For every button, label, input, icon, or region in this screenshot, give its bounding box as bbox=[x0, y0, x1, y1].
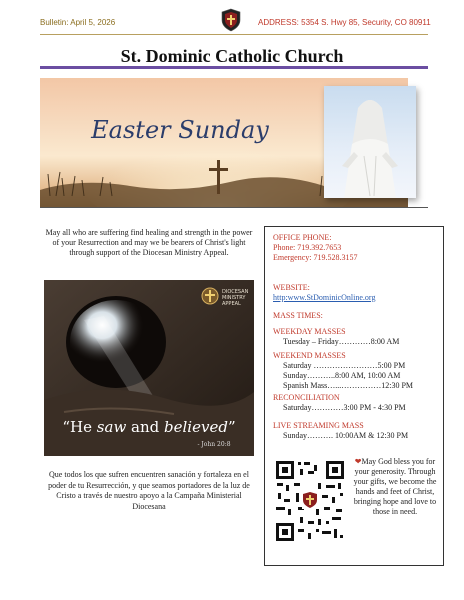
reconciliation-heading: RECONCILIATION bbox=[273, 393, 340, 402]
logo-label-diocesan: DIOCESAN bbox=[222, 289, 249, 295]
header-divider bbox=[40, 34, 428, 35]
sunday-mass-time: Sunday………..8:00 AM, 10:00 AM bbox=[283, 371, 401, 380]
office-phone-heading: OFFICE PHONE: bbox=[273, 233, 332, 242]
parish-shield-logo-icon bbox=[220, 8, 242, 32]
live-streaming-heading: LIVE STREAMING MASS bbox=[273, 421, 364, 430]
saturday-mass-time: Saturday ……………………5:00 PM bbox=[283, 361, 406, 370]
blessing-text: May God bless you for your generosity. Through your gifts, we become the hands and feet of Christ, bringing hope and love to those in need. bbox=[353, 457, 437, 516]
empty-tomb-image bbox=[44, 280, 254, 456]
weekday-mass-time: Tuesday – Friday…………8:00 AM bbox=[283, 337, 400, 346]
spanish-prayer-text: Que todos los que sufren encuentren sanación y fortaleza en el poder de tu Resurrección, y que seamos portadores de la luz de Cristo a través de nuestro apoyo a la Campaña Ministerial Diocesana bbox=[48, 470, 250, 511]
website-heading: WEBSITE: bbox=[273, 283, 310, 292]
title-divider bbox=[40, 66, 428, 69]
spanish-mass-time: Spanish Mass…...……………12:30 PM bbox=[283, 381, 414, 390]
weekend-masses-heading: WEEKEND MASSES bbox=[273, 351, 346, 360]
mass-times-heading: MASS TIMES: bbox=[273, 311, 323, 320]
logo-label-ministry: MINISTRY bbox=[222, 295, 246, 301]
blessing-message bbox=[349, 457, 441, 517]
mary-statue-icon bbox=[324, 86, 416, 198]
image-divider bbox=[40, 207, 428, 208]
scripture-citation: - John 20:8 bbox=[197, 441, 231, 448]
empty-tomb-illustration bbox=[44, 280, 254, 456]
church-address: ADDRESS: 5354 S. Hwy 85, Security, CO 80911 bbox=[258, 18, 431, 27]
logo-label-appeal: APPEAL bbox=[222, 301, 241, 307]
page-title: St. Dominic Catholic Church bbox=[120, 46, 344, 66]
scripture-quote: “He saw and believed” bbox=[62, 418, 236, 436]
easter-sunday-script: Easter Sunday bbox=[91, 116, 269, 144]
intro-prayer-text: May all who are suffering find healing and strength in the power of your Resurrection and may we be bearers of Christ's light through support of the Diocesan Ministry Appeal. bbox=[45, 228, 253, 257]
qr-code-icon[interactable] bbox=[274, 459, 346, 543]
heart-icon: ❤ bbox=[354, 457, 362, 466]
bulletin-date: Bulletin: April 5, 2026 bbox=[40, 18, 116, 27]
website-link[interactable]: http:www.StDominicOnline.org bbox=[273, 293, 376, 302]
weekday-masses-heading: WEEKDAY MASSES bbox=[273, 327, 346, 336]
virgin-mary-statue-image bbox=[324, 86, 416, 198]
phone-number: Phone: 719.392.7653 bbox=[273, 243, 342, 252]
live-streaming-time: Sunday………. 10:00AM & 12:30 PM bbox=[283, 431, 409, 440]
emergency-number: Emergency: 719.528.3157 bbox=[273, 253, 358, 262]
parish-info-panel bbox=[264, 226, 444, 566]
reconciliation-time: Saturday…………3:00 PM - 4:30 PM bbox=[283, 403, 406, 412]
